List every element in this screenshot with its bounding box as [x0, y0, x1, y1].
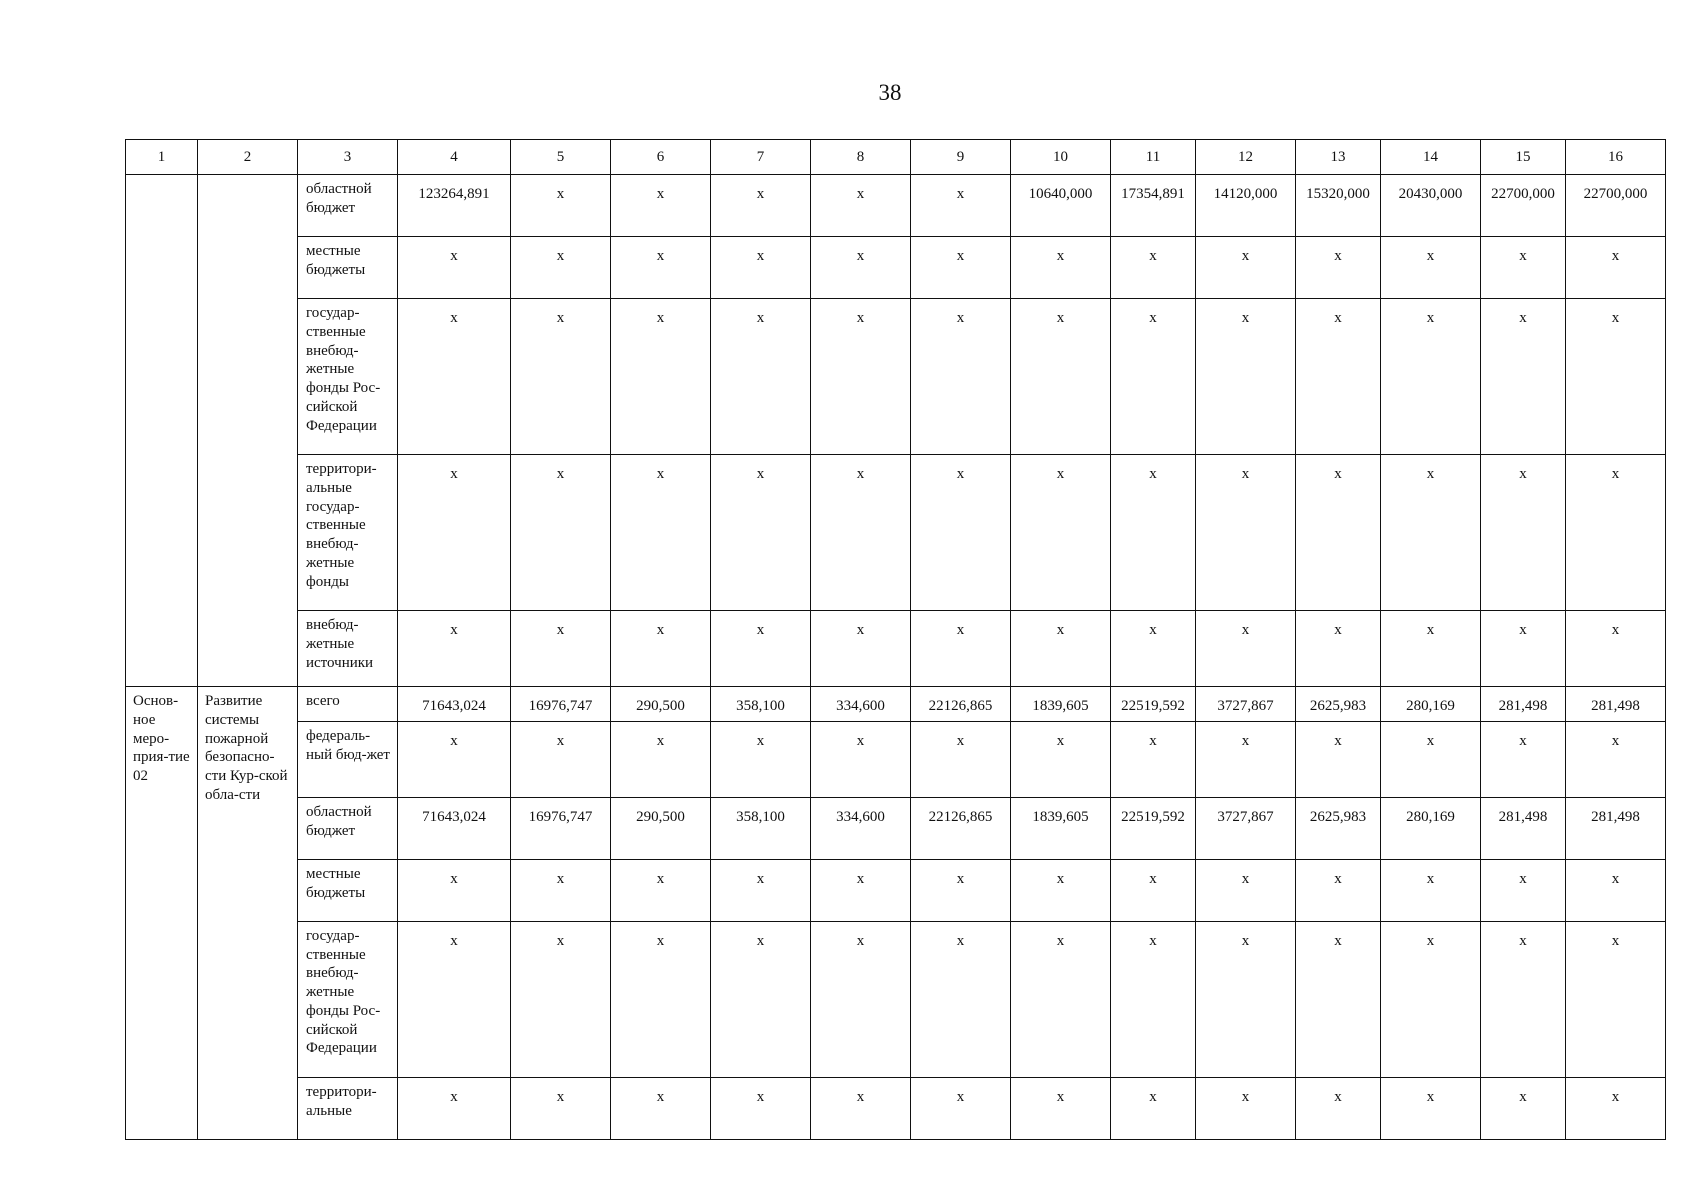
column-number: 11 [1111, 140, 1196, 175]
value-cell: 20430,000 [1381, 175, 1481, 237]
value-cell: x [1381, 455, 1481, 611]
value-cell: 2625,983 [1296, 797, 1381, 859]
value-cell: 281,498 [1481, 687, 1566, 722]
value-cell: x [911, 237, 1011, 299]
value-cell: 281,498 [1481, 797, 1566, 859]
value-cell: x [911, 1077, 1011, 1139]
value-cell: 290,500 [611, 687, 711, 722]
value-cell: x [811, 175, 911, 237]
value-cell: x [1196, 1077, 1296, 1139]
value-cell: x [811, 237, 911, 299]
table-row [126, 721, 1666, 797]
value-cell: x [611, 299, 711, 455]
value-cell: x [511, 611, 611, 687]
value-cell: x [1566, 921, 1666, 1077]
value-cell: 22700,000 [1481, 175, 1566, 237]
table-row [126, 175, 1666, 237]
value-cell: 123264,891 [398, 175, 511, 237]
page-number: 38 [878, 80, 902, 105]
value-cell: x [611, 455, 711, 611]
column-number: 16 [1566, 140, 1666, 175]
column-number: 6 [611, 140, 711, 175]
value-cell: x [398, 611, 511, 687]
value-cell: x [1296, 299, 1381, 455]
value-cell: x [611, 611, 711, 687]
value-cell: x [398, 859, 511, 921]
funding-source: государ-ственные внебюд-жетные фонды Рос-сийской Федерации [298, 299, 398, 455]
measure-cell-empty [126, 175, 198, 687]
value-cell: x [511, 299, 611, 455]
value-cell: x [398, 1077, 511, 1139]
value-cell: x [811, 455, 911, 611]
value-cell: 71643,024 [398, 797, 511, 859]
value-cell: 22700,000 [1566, 175, 1666, 237]
value-cell: x [398, 721, 511, 797]
column-number: 9 [911, 140, 1011, 175]
value-cell: 3727,867 [1196, 687, 1296, 722]
value-cell: x [1381, 1077, 1481, 1139]
value-cell: x [911, 299, 1011, 455]
value-cell: x [1296, 237, 1381, 299]
value-cell: x [1481, 921, 1566, 1077]
value-cell: x [1296, 859, 1381, 921]
value-cell: x [711, 859, 811, 921]
column-number: 5 [511, 140, 611, 175]
value-cell: x [1111, 859, 1196, 921]
title-cell-empty [198, 175, 298, 687]
value-cell: x [611, 859, 711, 921]
value-cell: x [511, 721, 611, 797]
value-cell: x [511, 1077, 611, 1139]
table-row [126, 611, 1666, 687]
column-number: 4 [398, 140, 511, 175]
value-cell: x [1196, 921, 1296, 1077]
value-cell: x [1566, 611, 1666, 687]
value-cell: x [911, 175, 1011, 237]
value-cell: x [1196, 611, 1296, 687]
value-cell: x [911, 859, 1011, 921]
value-cell: x [811, 921, 911, 1077]
value-cell: 22519,592 [1111, 797, 1196, 859]
value-cell: x [1566, 237, 1666, 299]
value-cell: x [1111, 611, 1196, 687]
value-cell: x [1011, 921, 1111, 1077]
value-cell: x [1481, 721, 1566, 797]
value-cell: x [1296, 721, 1381, 797]
table-row [126, 237, 1666, 299]
value-cell: x [1111, 299, 1196, 455]
value-cell: x [1196, 299, 1296, 455]
table-row [126, 921, 1666, 1077]
funding-source: областной бюджет [298, 175, 398, 237]
value-cell: x [911, 611, 1011, 687]
value-cell: x [398, 921, 511, 1077]
column-number: 12 [1196, 140, 1296, 175]
value-cell: x [1011, 237, 1111, 299]
value-cell: x [398, 237, 511, 299]
column-number: 14 [1381, 140, 1481, 175]
budget-table [125, 139, 1666, 1140]
value-cell: x [1296, 1077, 1381, 1139]
value-cell: x [911, 721, 1011, 797]
value-cell: x [1566, 721, 1666, 797]
value-cell: x [1566, 455, 1666, 611]
value-cell: x [1481, 611, 1566, 687]
value-cell: x [1381, 299, 1481, 455]
column-number: 1 [126, 140, 198, 175]
value-cell: x [711, 611, 811, 687]
column-number-row [126, 140, 1666, 175]
column-number: 10 [1011, 140, 1111, 175]
value-cell: x [511, 237, 611, 299]
funding-source: внебюд-жетные источники [298, 611, 398, 687]
value-cell: 334,600 [811, 687, 911, 722]
value-cell: x [711, 921, 811, 1077]
value-cell: x [811, 299, 911, 455]
value-cell: 281,498 [1566, 687, 1666, 722]
value-cell: x [711, 455, 811, 611]
value-cell: x [1196, 455, 1296, 611]
value-cell: x [1111, 455, 1196, 611]
measure-title: Развитие системы пожарной безопасно-сти Кур-ской обла-сти [198, 687, 298, 1140]
value-cell: x [1011, 455, 1111, 611]
funding-source: территори-альные государ-ственные внебюд-жетные фонды [298, 455, 398, 611]
value-cell: 17354,891 [1111, 175, 1196, 237]
column-number: 2 [198, 140, 298, 175]
value-cell: 16976,747 [511, 687, 611, 722]
value-cell: x [1481, 299, 1566, 455]
value-cell: x [511, 175, 611, 237]
value-cell: x [1011, 1077, 1111, 1139]
value-cell: 334,600 [811, 797, 911, 859]
funding-source: государ-ственные внебюд-жетные фонды Рос-сийской Федерации [298, 921, 398, 1077]
value-cell: 16976,747 [511, 797, 611, 859]
value-cell: x [1566, 299, 1666, 455]
value-cell: x [1111, 921, 1196, 1077]
funding-source: местные бюджеты [298, 237, 398, 299]
value-cell: 22126,865 [911, 687, 1011, 722]
value-cell: x [511, 921, 611, 1077]
value-cell: x [711, 299, 811, 455]
funding-source: территори-альные [298, 1077, 398, 1139]
funding-source: всего [298, 687, 398, 722]
value-cell: x [1296, 921, 1381, 1077]
value-cell: x [611, 1077, 711, 1139]
value-cell: 358,100 [711, 797, 811, 859]
value-cell: x [398, 299, 511, 455]
value-cell: x [611, 237, 711, 299]
value-cell: x [1481, 1077, 1566, 1139]
value-cell: 280,169 [1381, 797, 1481, 859]
value-cell: x [1381, 611, 1481, 687]
value-cell: x [811, 859, 911, 921]
value-cell: 281,498 [1566, 797, 1666, 859]
funding-source: областной бюджет [298, 797, 398, 859]
measure-code: Основ-ное меро-прия-тие 02 [126, 687, 198, 1140]
value-cell: x [611, 721, 711, 797]
value-cell: x [711, 175, 811, 237]
value-cell: x [1566, 859, 1666, 921]
value-cell: 22519,592 [1111, 687, 1196, 722]
value-cell: x [1566, 1077, 1666, 1139]
value-cell: 1839,605 [1011, 687, 1111, 722]
table-row [126, 299, 1666, 455]
value-cell: x [511, 455, 611, 611]
funding-source: местные бюджеты [298, 859, 398, 921]
value-cell: x [911, 455, 1011, 611]
value-cell: x [511, 859, 611, 921]
value-cell: x [1481, 237, 1566, 299]
value-cell: x [711, 1077, 811, 1139]
value-cell: 10640,000 [1011, 175, 1111, 237]
funding-source: федераль-ный бюд-жет [298, 721, 398, 797]
value-cell: 15320,000 [1296, 175, 1381, 237]
table-row [126, 797, 1666, 859]
value-cell: x [1111, 721, 1196, 797]
value-cell: x [1381, 921, 1481, 1077]
value-cell: 22126,865 [911, 797, 1011, 859]
value-cell: 358,100 [711, 687, 811, 722]
value-cell: 1839,605 [1011, 797, 1111, 859]
value-cell: 71643,024 [398, 687, 511, 722]
value-cell: x [1381, 859, 1481, 921]
value-cell: x [811, 1077, 911, 1139]
value-cell: 290,500 [611, 797, 711, 859]
value-cell: x [811, 611, 911, 687]
value-cell: x [1111, 1077, 1196, 1139]
value-cell: x [711, 237, 811, 299]
value-cell: x [711, 721, 811, 797]
value-cell: x [1111, 237, 1196, 299]
value-cell: x [1381, 721, 1481, 797]
table-row [126, 859, 1666, 921]
column-number: 8 [811, 140, 911, 175]
value-cell: x [1011, 299, 1111, 455]
value-cell: x [1196, 859, 1296, 921]
value-cell: x [811, 721, 911, 797]
value-cell: x [1381, 237, 1481, 299]
value-cell: x [911, 921, 1011, 1077]
value-cell: x [1296, 455, 1381, 611]
value-cell: x [611, 921, 711, 1077]
value-cell: x [1011, 611, 1111, 687]
value-cell: 2625,983 [1296, 687, 1381, 722]
table-row [126, 687, 1666, 722]
value-cell: 14120,000 [1196, 175, 1296, 237]
column-number: 13 [1296, 140, 1381, 175]
column-number: 7 [711, 140, 811, 175]
table-row [126, 455, 1666, 611]
value-cell: x [1296, 611, 1381, 687]
table-row [126, 1077, 1666, 1139]
value-cell: x [1481, 859, 1566, 921]
column-number: 15 [1481, 140, 1566, 175]
value-cell: 3727,867 [1196, 797, 1296, 859]
value-cell: x [398, 455, 511, 611]
value-cell: x [1196, 721, 1296, 797]
value-cell: x [611, 175, 711, 237]
value-cell: x [1011, 859, 1111, 921]
value-cell: 280,169 [1381, 687, 1481, 722]
column-number: 3 [298, 140, 398, 175]
value-cell: x [1481, 455, 1566, 611]
value-cell: x [1196, 237, 1296, 299]
value-cell: x [1011, 721, 1111, 797]
